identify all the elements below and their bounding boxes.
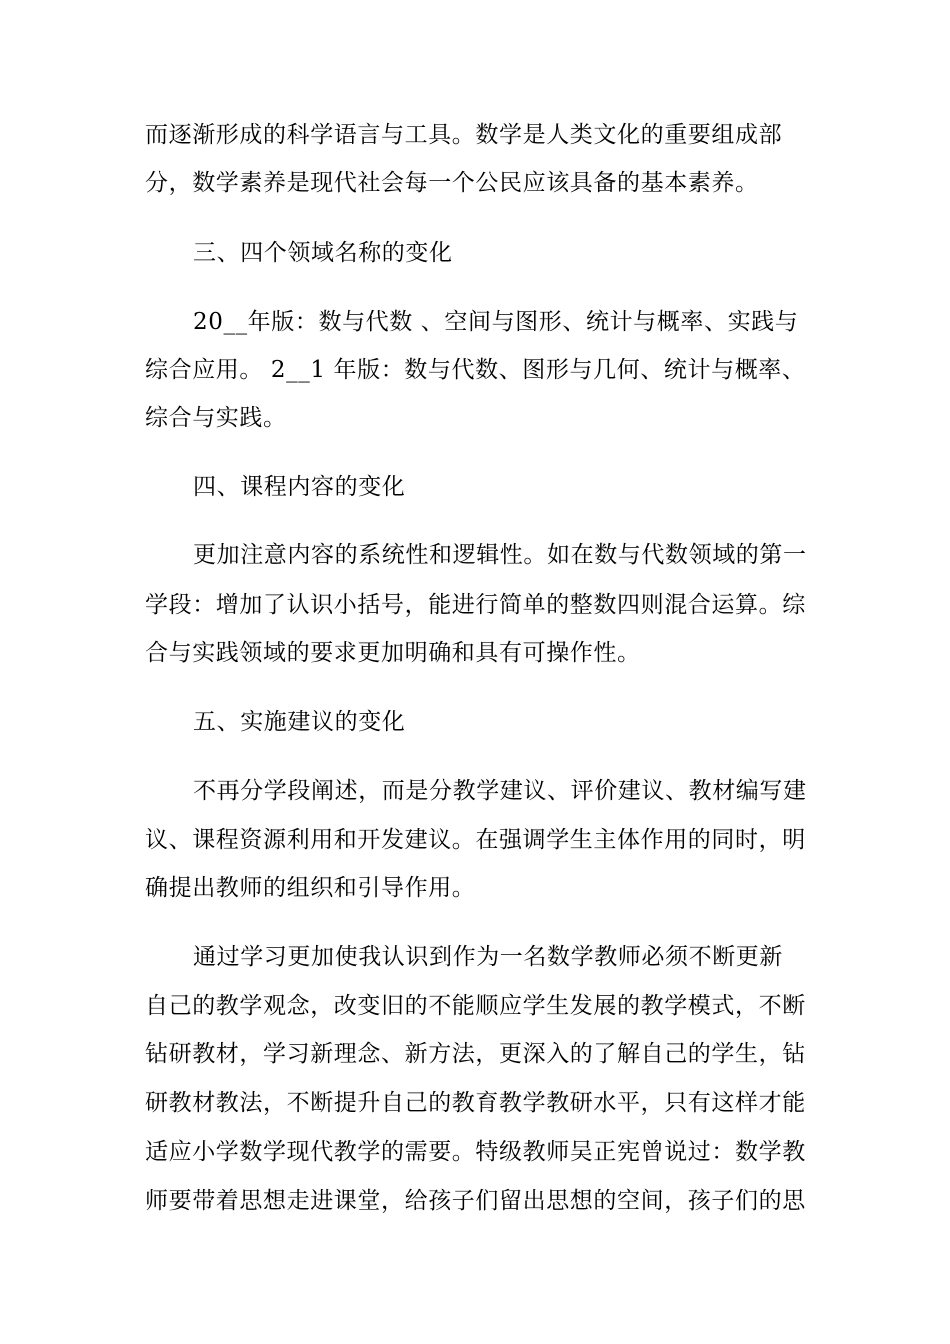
paragraph-line: 分，数学素养是现代社会每一个公民应该具备的基本素养。 [145,170,759,196]
paragraph-line: 确提出教师的组织和引导作用。 [145,875,476,901]
paragraph-line: 师要带着思想走进课堂，给孩子们留出思想的空间，孩子们的思 [145,1188,806,1214]
section-heading-5: 五、实施建议的变化 [193,709,406,735]
paragraph-line: 研教材教法，不断提升自己的教育教学教研水平，只有这样才能 [145,1090,806,1116]
paragraph-line: 综合应用。 2__1 年版：数与代数、图形与几何、统计与概率、 [145,357,806,383]
paragraph-line: 适应小学数学现代教学的需要。特级教师吴正宪曾说过：数学教 [145,1139,806,1165]
paragraph-line: 合与实践领域的要求更加明确和具有可操作性。 [145,640,641,666]
paragraph-line: 通过学习更加使我认识到作为一名数学教师必须不断更新 [193,944,783,970]
paragraph-line: 20__年版：数与代数 、空间与图形、统计与概率、实践与 [193,309,799,335]
paragraph-line: 更加注意内容的系统性和逻辑性。如在数与代数领域的第一 [193,542,807,568]
paragraph-line: 综合与实践。 [145,405,287,431]
paragraph-line: 自己的教学观念，改变旧的不能顺应学生发展的教学模式，不断 [145,993,806,1019]
paragraph-line: 议、课程资源利用和开发建议。在强调学生主体作用的同时，明 [145,827,806,853]
paragraph-line: 钻研教材，学习新理念、新方法，更深入的了解自己的学生，钻 [145,1041,806,1067]
paragraph-line: 而逐渐形成的科学语言与工具。数学是人类文化的重要组成部 [145,122,783,148]
paragraph-line: 不再分学段阐述，而是分教学建议、评价建议、教材编写建 [193,778,807,804]
section-heading-3: 三、四个领域名称的变化 [193,240,453,266]
section-heading-4: 四、课程内容的变化 [193,474,406,500]
paragraph-line: 学段：增加了认识小括号，能进行简单的整数四则混合运算。综 [145,592,806,618]
